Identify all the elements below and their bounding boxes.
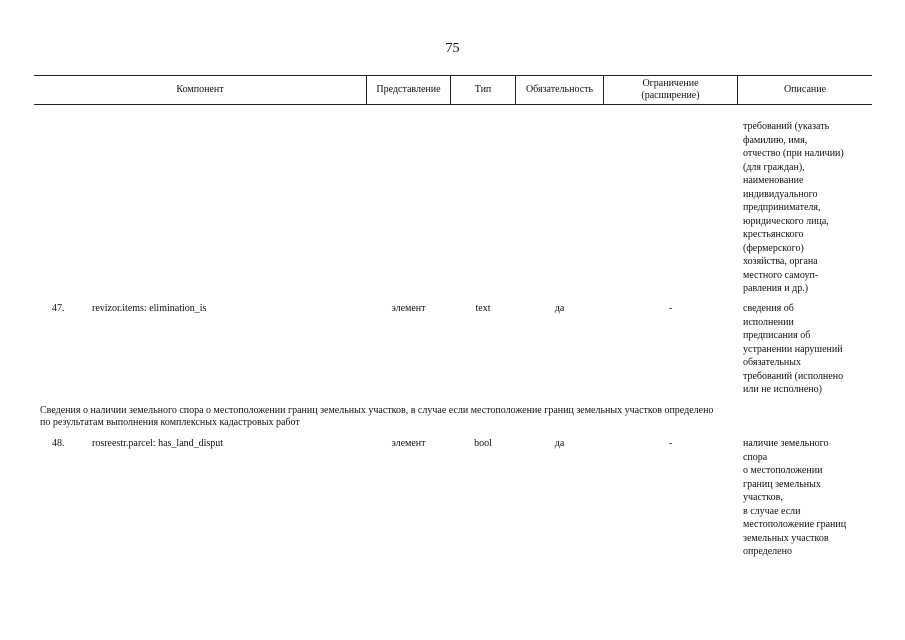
- row-component: revizor.items: elimination_is: [92, 303, 207, 314]
- column-header-representation: Представление: [376, 84, 441, 95]
- page-number: 75: [445, 41, 460, 56]
- column-header-description: Описание: [783, 84, 827, 95]
- row-representation: элемент: [391, 438, 426, 449]
- column-header-type: Тип: [474, 84, 492, 95]
- row-restriction: -: [668, 303, 673, 314]
- row-number: 47.: [52, 303, 65, 314]
- row-mandatory: да: [554, 438, 565, 449]
- section-heading: Сведения о наличии земельного спора о местоположении границ земельных участков, в случае если местоположение границ земельных участков определено по результатам выполнения комплексных кадастровых работ: [40, 405, 714, 428]
- column-header-mandatory: Обязательность: [525, 84, 594, 95]
- row-description: наличие земельного спора о местоположении границ земельных участков, в случае если местоположение границ земельных участков определено: [743, 438, 847, 557]
- row-description: сведения об исполнении предписания об устранении нарушений обязательных требований (исполнено или не исполнено): [743, 303, 844, 395]
- column-header-component: Компонент: [176, 84, 224, 95]
- row-restriction: -: [668, 438, 673, 449]
- column-header-restriction: Ограничение (расширение): [641, 78, 700, 101]
- row-component: rosreestr.parcel: has_land_disput: [92, 438, 224, 449]
- row-number: 48.: [52, 438, 65, 449]
- row-type: text: [475, 303, 491, 314]
- continued-description: требований (указать фамилию, имя, отчество (при наличии) (для граждан), наименование индивидуального предпринимателя, юридического лица, крестьянского (фермерского) хозяйства, органа местного самоуп- равления и др.): [743, 121, 844, 294]
- row-mandatory: да: [554, 303, 565, 314]
- row-representation: элемент: [391, 303, 426, 314]
- table-header-bottom-rule: [34, 104, 872, 105]
- row-type: bool: [474, 438, 492, 449]
